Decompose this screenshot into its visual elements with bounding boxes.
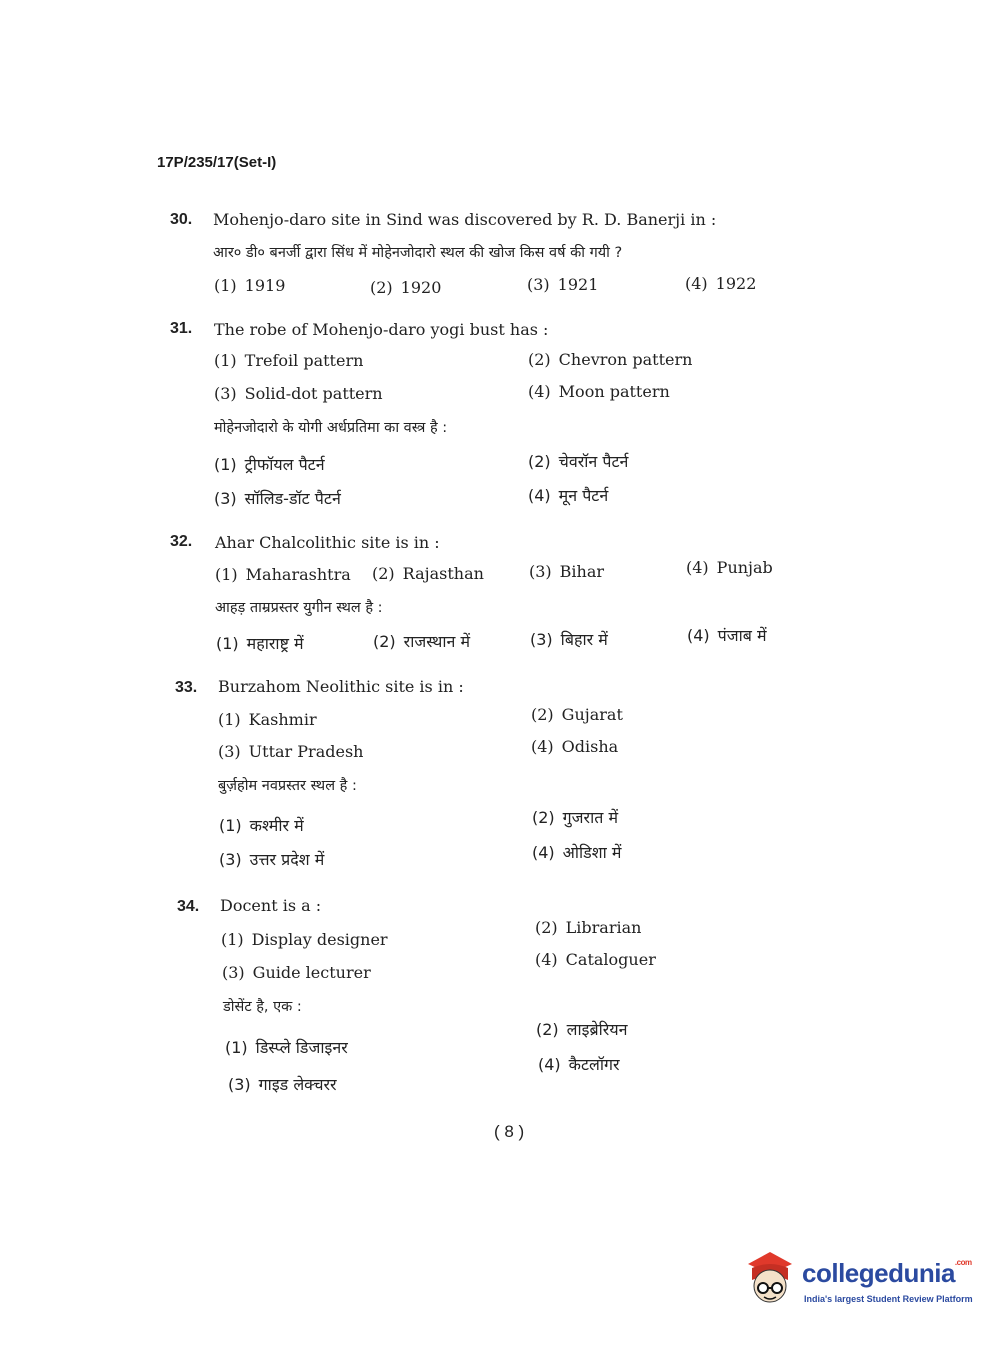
question-text-hi: डोसेंट है, एक : [223, 999, 302, 1015]
option: (3) Solid-dot pattern [214, 384, 383, 403]
collegedunia-logo [742, 1250, 972, 1312]
option: (2) 1920 [370, 278, 442, 297]
option: (1) डिस्प्ले डिजाइनर [225, 1038, 348, 1057]
question-text-hi: आर० डी० बनर्जी द्वारा सिंध में मोहेनजोदारो स्थल की खोज किस वर्ष की गयी ? [213, 245, 623, 261]
option: (1) 1919 [214, 276, 286, 295]
question-text-en: Burzahom Neolithic site is in : [218, 677, 464, 696]
option: (2) लाइब्रेरियन [536, 1020, 628, 1039]
option: (3) गाइड लेक्चरर [228, 1075, 337, 1094]
option: (2) Librarian [535, 918, 642, 937]
option: (2) Gujarat [531, 705, 623, 724]
option: (4) Cataloguer [535, 950, 656, 969]
option: (1) Trefoil pattern [214, 351, 364, 370]
option: (1) कश्मीर में [219, 816, 304, 835]
option: (2) चेवरॉन पैटर्न [528, 452, 629, 471]
option: (4) मून पैटर्न [528, 486, 609, 505]
option: (1) ट्रीफॉयल पैटर्न [214, 455, 325, 474]
question-text-hi: बुर्ज़होम नवप्रस्तर स्थल है : [218, 778, 357, 794]
option: (2) गुजरात में [532, 808, 619, 827]
option: (1) Maharashtra [215, 565, 351, 584]
option: (4) Odisha [531, 737, 619, 756]
question-number: 31. [170, 320, 193, 337]
option: (3) Guide lecturer [222, 963, 371, 982]
option: (2) Chevron pattern [528, 350, 693, 369]
question-text-en: Mohenjo-daro site in Sind was discovered by R. D. Banerji in : [213, 210, 717, 229]
option: (4) Punjab [686, 558, 773, 577]
option: (1) Kashmir [218, 710, 317, 729]
option: (2) राजस्थान में [373, 632, 471, 651]
question-text-en: Docent is a : [220, 896, 322, 915]
question-number: 30. [170, 211, 193, 228]
paper-code: 17P/235/17(Set-I) [157, 154, 277, 171]
question-text-hi: आहड़ ताम्रप्रस्तर युगीन स्थल है : [215, 600, 383, 616]
option: (4) पंजाब में [687, 626, 767, 645]
question-text-en: Ahar Chalcolithic site is in : [215, 533, 440, 552]
option: (3) Uttar Pradesh [218, 742, 364, 761]
page-number: ( 8 ) [494, 1122, 525, 1141]
question-text-en: The robe of Mohenjo-daro yogi bust has : [214, 320, 549, 339]
option: (3) 1921 [527, 275, 599, 294]
option: (4) 1922 [685, 274, 757, 293]
option: (1) Display designer [221, 930, 388, 949]
option: (1) महाराष्ट्र में [216, 634, 304, 653]
question-text-hi: मोहेनजोदारो के योगी अर्धप्रतिमा का वस्त्र है : [214, 420, 448, 436]
option: (4) कैटलॉगर [538, 1055, 620, 1074]
option: (3) उत्तर प्रदेश में [219, 850, 325, 869]
option: (4) ओडिशा में [532, 843, 622, 862]
logo-tagline: India's largest Student Review Platform [804, 1294, 973, 1304]
option: (4) Moon pattern [528, 382, 670, 401]
option: (2) Rajasthan [372, 564, 484, 583]
logo-name: collegedunia$^{.com}$ [802, 1258, 972, 1288]
option: (3) सॉलिड-डॉट पैटर्न [214, 489, 341, 508]
option: (3) Bihar [529, 562, 605, 581]
mascot-icon [742, 1250, 800, 1312]
question-number: 33. [175, 679, 198, 696]
question-number: 32. [170, 533, 193, 550]
question-number: 34. [177, 898, 200, 915]
option: (3) बिहार में [530, 630, 608, 649]
